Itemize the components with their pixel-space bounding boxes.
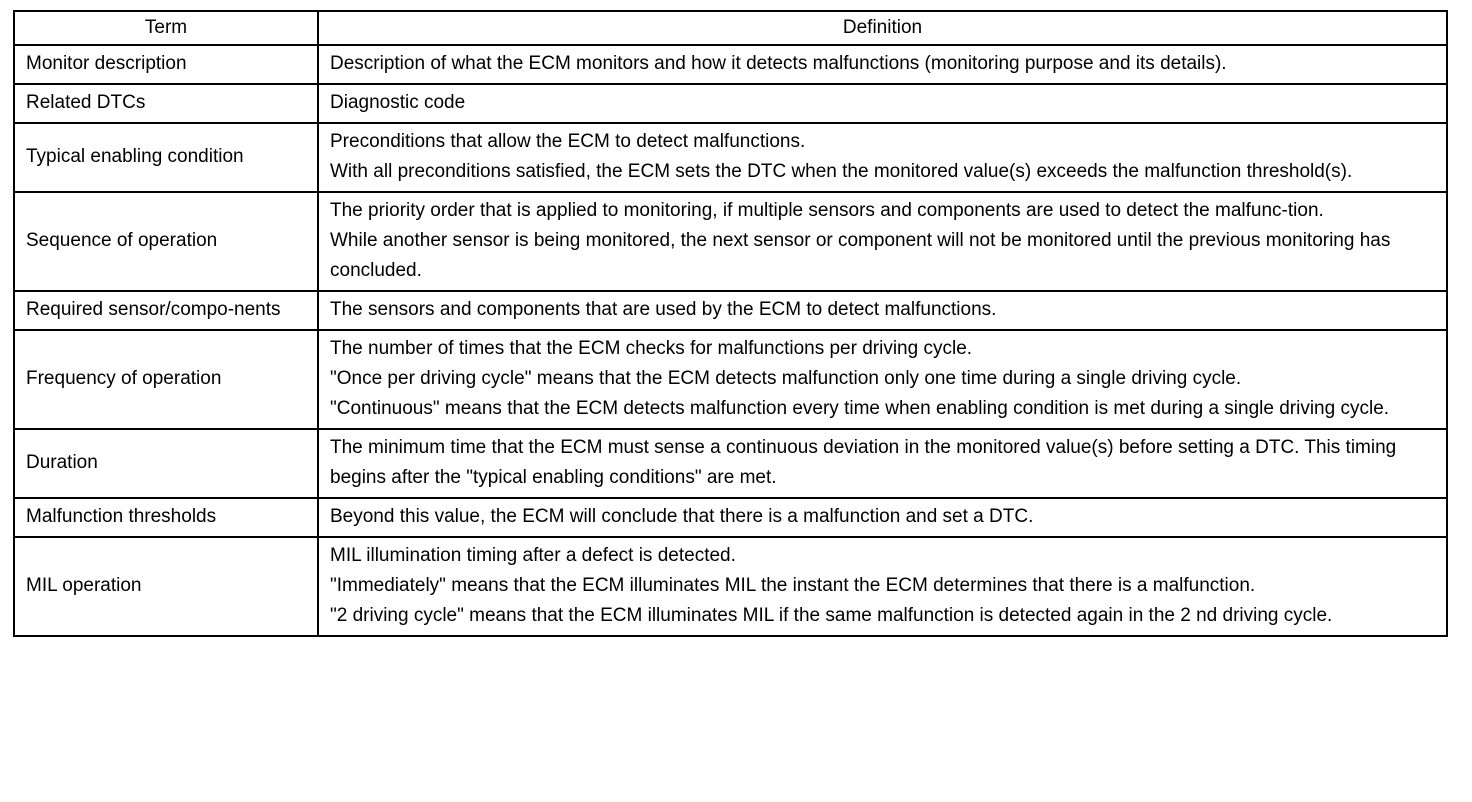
definition-cell [318, 123, 1447, 192]
term-cell: Sequence of operation [14, 192, 318, 291]
table-row [14, 537, 1447, 636]
header-term: Term [14, 11, 318, 45]
definition-line: MIL illumination timing after a defect is detected. [330, 545, 736, 566]
definition-line: With all preconditions satisfied, the ECM sets the DTC when the monitored value(s) exceeds the malfunction threshold(s). [330, 161, 1353, 182]
definition-line: "2 driving cycle" means that the ECM illuminates MIL if the same malfunction is detected again in the 2 nd driving cycle. [330, 605, 1333, 626]
definition-line: The number of times that the ECM checks for malfunctions per driving cycle. [330, 338, 973, 359]
term-cell: Frequency of operation [14, 330, 318, 429]
definition-line: Description of what the ECM monitors and how it detects malfunctions (monitoring purpose and its details). [330, 53, 1227, 74]
table-row [14, 84, 1447, 123]
definition-line: Beyond this value, the ECM will conclude that there is a malfunction and set a DTC. [330, 506, 1034, 527]
table-row [14, 429, 1447, 498]
table-row [14, 123, 1447, 192]
definition-cell [318, 330, 1447, 429]
definition-cell [318, 192, 1447, 291]
definition-cell [318, 498, 1447, 537]
table-header-row [14, 11, 1447, 45]
definition-line: The minimum time that the ECM must sense a continuous deviation in the monitored value(s) before setting a DTC. This timing begins after the "typical enabling conditions" are met. [330, 437, 1397, 488]
definition-cell [318, 429, 1447, 498]
table-row [14, 192, 1447, 291]
definition-line: "Once per driving cycle" means that the ECM detects malfunction only one time during a single driving cycle. [330, 368, 1242, 389]
definition-line: Preconditions that allow the ECM to detect malfunctions. [330, 131, 806, 152]
table-row [14, 330, 1447, 429]
definition-cell [318, 291, 1447, 330]
definition-cell [318, 537, 1447, 636]
definition-cell [318, 84, 1447, 123]
definition-line: The sensors and components that are used by the ECM to detect malfunctions. [330, 299, 997, 320]
term-cell: Typical enabling condition [14, 123, 318, 192]
definition-line: The priority order that is applied to monitoring, if multiple sensors and components are used to detect the malfunc-tion. [330, 200, 1324, 221]
definition-line: "Continuous" means that the ECM detects malfunction every time when enabling condition is met during a single driving cycle. [330, 398, 1390, 419]
term-cell: MIL operation [14, 537, 318, 636]
header-definition: Definition [318, 11, 1447, 45]
definition-line: While another sensor is being monitored, the next sensor or component will not be monitored until the previous monitoring has concluded. [330, 230, 1391, 281]
table-row [14, 45, 1447, 84]
table-row [14, 291, 1447, 330]
definition-cell [318, 45, 1447, 84]
definition-line: "Immediately" means that the ECM illuminates MIL the instant the ECM determines that there is a malfunction. [330, 575, 1256, 596]
definition-line: Diagnostic code [330, 92, 466, 113]
term-cell: Related DTCs [14, 84, 318, 123]
terms-definitions-table [13, 10, 1448, 637]
table-row [14, 498, 1447, 537]
term-cell: Monitor description [14, 45, 318, 84]
term-cell: Required sensor/compo-nents [14, 291, 318, 330]
term-cell: Malfunction thresholds [14, 498, 318, 537]
term-cell: Duration [14, 429, 318, 498]
